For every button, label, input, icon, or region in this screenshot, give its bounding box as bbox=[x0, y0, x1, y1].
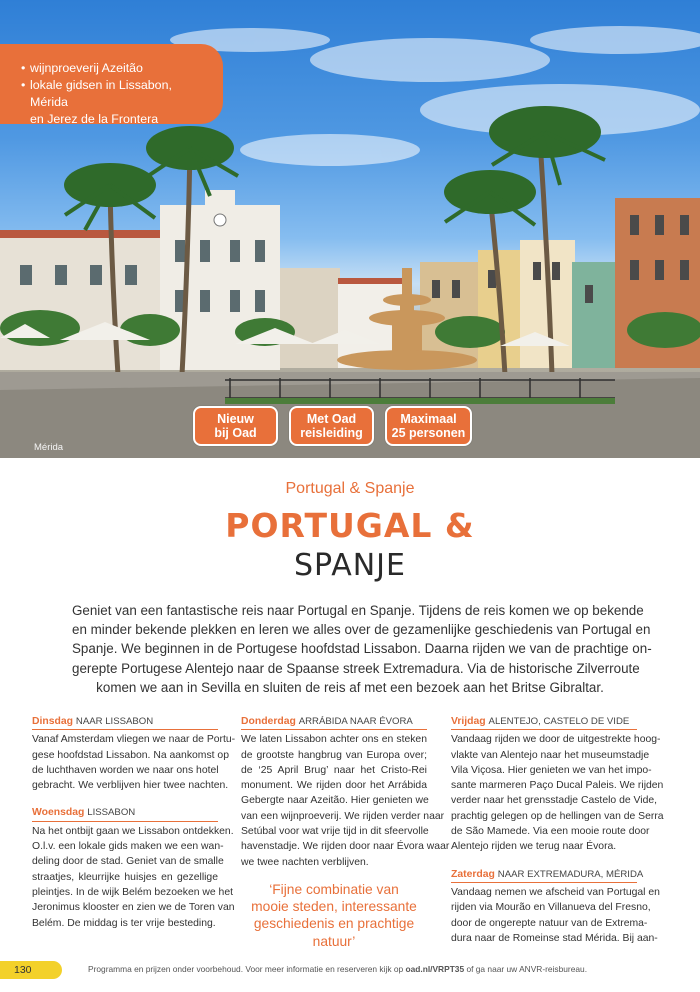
day-heading bbox=[32, 714, 218, 730]
badge-line: 25 personen bbox=[391, 426, 466, 440]
itinerary-column-3 bbox=[451, 714, 664, 958]
day-destination: LISSABON bbox=[87, 807, 136, 819]
day-name: Woensdag bbox=[32, 807, 85, 819]
text-line: Vandaag nemen we afscheid van Portugal en bbox=[451, 886, 660, 898]
badge-line: Maximaal bbox=[400, 412, 457, 426]
quote-line: natuur’ bbox=[312, 933, 356, 949]
text-line: rijden via Mourão en Villanueva del Fresno, bbox=[451, 902, 651, 914]
badge-tour-guide bbox=[289, 406, 374, 446]
itinerary-day bbox=[451, 867, 660, 946]
text-line: Setúbal voor wat vrije tijd in dit sfeervolle bbox=[241, 826, 429, 838]
text-line: door de ongerepte natuur van de Extrema- bbox=[451, 917, 648, 929]
day-name: Vrijdag bbox=[451, 716, 486, 727]
hero-photo bbox=[0, 0, 700, 458]
badge-new bbox=[193, 406, 278, 446]
highlight-text-continued: en Jerez de la Frontera bbox=[30, 112, 159, 126]
day-destination: ALENTEJO, CASTELO DE VIDE bbox=[488, 716, 630, 727]
footer-text: Programma en prijzen onder voorbehoud. Voor meer informatie en reserveren kijk op bbox=[88, 964, 406, 974]
text-line: Gebergte naar Azeitão. Hier genieten we bbox=[241, 795, 429, 807]
day-destination: NAAR LISSABON bbox=[75, 716, 154, 727]
page-subtitle: SPANJE bbox=[294, 548, 406, 583]
day-destination: ARRÁBIDA NAAR ÉVORA bbox=[298, 716, 413, 727]
day-description bbox=[32, 732, 236, 793]
day-description bbox=[451, 732, 664, 854]
badge-line: Met Oad bbox=[306, 412, 357, 426]
text-line: sante marmeren Paço Ducal Paleis. We rijden bbox=[451, 780, 664, 792]
text-line: de luchthaven worden we naar ons hotel bbox=[32, 764, 219, 776]
highlight-text: lokale gidsen in Lissabon, Mérida bbox=[30, 78, 172, 109]
text-line: O.l.v. een lokale gids maken we een wan- bbox=[32, 841, 224, 853]
day-heading bbox=[451, 867, 644, 883]
intro-line: gerepte Portugese Alentejo naar de Spaanse streek Extremadura. Via de historische Zilverroute bbox=[72, 660, 640, 676]
feature-badges bbox=[193, 406, 472, 446]
text-line: Alentejo rijden we terug naar Évora. bbox=[451, 841, 617, 853]
destination-kicker: Portugal & Spanje bbox=[285, 480, 415, 497]
itinerary-day bbox=[241, 714, 450, 870]
intro-line: Spanje. We beginnen in de Portugese hoofdstad Lissabon. Daarna rijden we van de prachtige on- bbox=[72, 641, 652, 657]
text-line: havenstadje. We rijden door naar Évora waar bbox=[241, 841, 450, 853]
day-name: Donderdag bbox=[241, 716, 296, 727]
photo-caption: Mérida bbox=[34, 442, 64, 453]
text-line: de ‘25 April Brug’ naar het Cristo-Rei bbox=[241, 764, 427, 776]
day-description bbox=[32, 824, 235, 931]
intro-line: Geniet van een fantastische reis naar Portugal en Spanje. Tijdens de reis komen we op bekende bbox=[72, 603, 644, 618]
text-line: Belém. De middag is ter vrije besteding. bbox=[32, 917, 216, 929]
text-line: van een wijnproeverij. We rijden verder naar bbox=[241, 810, 445, 822]
badge-line: reisleiding bbox=[300, 426, 363, 440]
footer-text-end: of ga naar uw ANVR-reisbureau. bbox=[464, 964, 588, 974]
text-line: gese hoofdstad Lissabon. Na aankomst op bbox=[32, 749, 229, 761]
day-heading bbox=[32, 805, 218, 821]
text-line: gebracht. We verblijven hier twee nachten. bbox=[32, 780, 229, 792]
quote-line: ‘Fijne combinatie van bbox=[269, 882, 399, 897]
text-line: de São Mamede. Via een mooie route door bbox=[451, 826, 650, 838]
itinerary-column-1 bbox=[32, 714, 236, 943]
badge-line: bij Oad bbox=[214, 426, 257, 440]
text-line: Vanaf Amsterdam vliegen we naar de Portu- bbox=[32, 734, 236, 746]
text-line: de grootste hangbrug van Europa over; bbox=[241, 749, 427, 761]
text-line: verder naar het grensstadje Castelo de Vide, bbox=[451, 795, 658, 807]
day-description bbox=[451, 885, 660, 946]
footer-disclaimer bbox=[88, 964, 587, 974]
text-line: Vandaag rijden we door de uitgestrekte hoog- bbox=[451, 734, 661, 746]
itinerary-day bbox=[451, 714, 664, 855]
day-heading bbox=[241, 714, 427, 730]
quote-line: geschiedenis en prachtige bbox=[253, 916, 415, 932]
itinerary-day bbox=[32, 714, 236, 793]
badge-group-size bbox=[385, 406, 472, 446]
intro-line: en minder bekende plekken en leren we alles over de gezamenlijke geschiedenis van Portugal en bbox=[72, 622, 651, 638]
text-line: monument. We rijden door het Arrábida bbox=[241, 780, 427, 792]
badge-line: Nieuw bbox=[217, 412, 254, 426]
text-line: deling door de stad. Geniet van de smalle bbox=[32, 856, 224, 868]
itinerary-day bbox=[32, 805, 235, 930]
text-line: dura naar de Romeinse stad Mérida. Bij aan- bbox=[451, 932, 658, 944]
text-line: prachtig gelegen op de hellingen van de Serra bbox=[451, 810, 664, 822]
day-heading bbox=[451, 714, 637, 730]
day-name: Zaterdag bbox=[451, 868, 495, 880]
text-line: We laten Lissabon achter ons en steken bbox=[241, 734, 427, 746]
day-destination: NAAR EXTREMADURA, MÉRIDA bbox=[497, 868, 644, 880]
intro-line: komen we aan in Sevilla en sluiten de reis af met een bezoek aan het Britse Gibraltar. bbox=[96, 679, 604, 695]
pull-quote bbox=[241, 881, 427, 950]
text-line: Vila Viçosa. Hier genieten we van het impo- bbox=[451, 764, 652, 776]
highlight-text: wijnproeverij Azeitão bbox=[30, 61, 143, 75]
day-description bbox=[241, 732, 450, 870]
highlight-item bbox=[30, 77, 213, 128]
day-name: Dinsdag bbox=[32, 716, 73, 727]
text-line: straatjes, kleurrijke huisjes en gezellige bbox=[32, 871, 218, 883]
intro-paragraph bbox=[72, 601, 652, 697]
booking-link[interactable]: oad.nl/VRPT35 bbox=[405, 964, 465, 974]
text-line: pleintjes. In de wijk Belém bezoeken we het bbox=[32, 886, 233, 898]
highlight-item bbox=[30, 60, 213, 77]
trip-highlights-box bbox=[0, 44, 223, 124]
quote-line: mooie steden, interessante bbox=[251, 899, 417, 915]
page-title: PORTUGAL & bbox=[225, 506, 475, 545]
text-line: we twee nachten verblijven. bbox=[241, 856, 369, 868]
page-number: 130 bbox=[0, 961, 62, 979]
text-line: vlakte van Alentejo naar het museumstadje bbox=[451, 749, 650, 761]
itinerary-column-2 bbox=[241, 714, 450, 882]
text-line: Jeronimus klooster en zien we de Toren van bbox=[32, 902, 235, 914]
text-line: Na het ontbijt gaan we Lissabon ontdekken. bbox=[32, 825, 234, 837]
